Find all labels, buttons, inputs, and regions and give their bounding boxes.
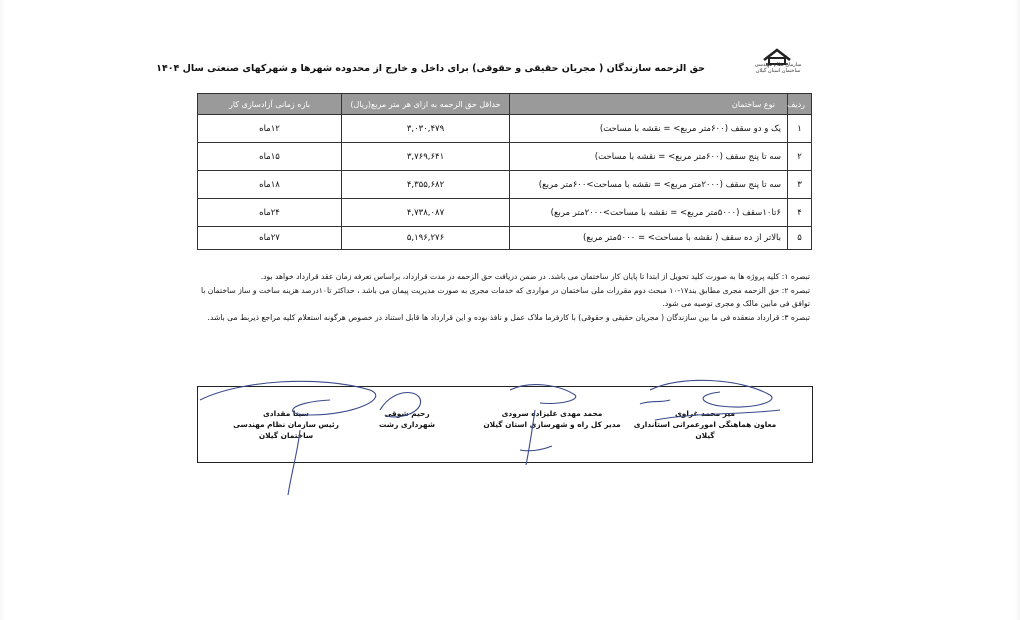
signatory-role: معاون هماهنگی امورعمرانی استانداری گیلان xyxy=(633,420,777,440)
table-row xyxy=(198,171,812,199)
row-number: ۴ xyxy=(788,199,812,227)
document-title: حق الزحمه سازندگان ( مجریان حقیقی و حقوقی) برای داخل و خارج از محدوده شهرها و شهرکهای صنعتی سال ۱۴۰۴ xyxy=(156,63,705,74)
notes-section xyxy=(200,270,810,325)
row-number: ۳ xyxy=(788,171,812,199)
minimum-fee: ۳,۰۳۰,۴۷۹ xyxy=(342,115,510,143)
signature-block xyxy=(478,408,626,430)
table-header-row xyxy=(198,94,812,115)
header-row-number: ردیف xyxy=(788,94,812,115)
header-building-type: نوع ساختمان xyxy=(510,94,788,115)
signatory-role: مدیر کل راه و شهرسازی استان گیلان xyxy=(483,420,621,429)
release-period: ۱۵ماه xyxy=(198,143,342,171)
building-type: سه تا پنج سقف (۲۰۰۰متر مربع> = نقشه با مساحت>۶۰۰متر مربع) xyxy=(510,171,788,199)
header-minimum-fee: حداقل حق الزحمه به ازای هر متر مربع(ریال) xyxy=(342,94,510,115)
release-period: ۲۴ماه xyxy=(198,199,342,227)
table-row xyxy=(198,199,812,227)
row-number: ۵ xyxy=(788,227,812,250)
building-type: یک و دو سقف (۶۰۰متر مربع> = نقشه با مساحت) xyxy=(510,115,788,143)
signatory-name: محمد مهدی علیزاده سرودی xyxy=(501,409,603,418)
header-release-period: بازه زمانی آزادسازی کار xyxy=(198,94,342,115)
note-1: تبصره ۱: کلیه پروژه ها به صورت کلید تحویل از ابتدا تا پایان کار ساختمان می باشد. در ضمن دریافت حق الزحمه در مدت قرارداد، براساس تعرفه زمان عقد قرارداد خواهد بود. xyxy=(260,272,810,281)
fee-table xyxy=(197,93,812,250)
note-2: تبصره ۲: حق الزحمه مجری مطابق بند۱۷-۱۰ مبحث دوم مقررات ملی ساختمان در مواردی که خدمات مجری به صورت مدیریت پیمان می باشد ، حداکثر تا۱۰درصد هزینه ساخت و ساز ساختمان با توافق فی مابین مالک و مجری توصیه می شود. xyxy=(200,286,810,308)
release-period: ۱۲ماه xyxy=(198,115,342,143)
release-period: ۲۷ماه xyxy=(198,227,342,250)
logo-caption: سازمان نظام مهندسی ساختمان استان گیلان xyxy=(754,62,802,74)
signature-block xyxy=(362,408,452,430)
signature-block xyxy=(216,408,356,441)
signatory-name: میر محمد غراوی xyxy=(674,409,735,418)
minimum-fee: ۵,۱۹۶,۲۷۶ xyxy=(342,227,510,250)
building-type: سه تا پنج سقف (۶۰۰متر مربع> = نقشه با مساحت) xyxy=(510,143,788,171)
row-number: ۲ xyxy=(788,143,812,171)
release-period: ۱۸ماه xyxy=(198,171,342,199)
signatory-name: رحیم شوقی xyxy=(384,409,430,418)
signature-block xyxy=(630,408,780,441)
note-3: تبصره ۳: قرارداد منعقده فی ما بین سازندگان ( مجریان حقیقی و حقوقی) با کارفرما ملاک عمل و نافذ بوده و این قرارداد ها قابل استناد در خصوص هرگونه استعلام کلیه مراجع ذیربط می باشد. xyxy=(207,313,810,322)
signatory-name: سینا مقدادی xyxy=(263,409,309,418)
signatory-role: شهرداری رشت xyxy=(378,420,436,429)
building-type: ۶تا۱۰سقف (۵۰۰۰متر مربع> = نقشه با مساحت>۲۰۰۰متر مربع) xyxy=(510,199,788,227)
minimum-fee: ۴,۷۳۸,۰۸۷ xyxy=(342,199,510,227)
table-row xyxy=(198,115,812,143)
building-type: بالاتر از ده سقف ( نقشه با مساحت> = ۵۰۰۰متر مربع) xyxy=(510,227,788,250)
table-row xyxy=(198,143,812,171)
row-number: ۱ xyxy=(788,115,812,143)
minimum-fee: ۴,۳۵۵,۶۸۲ xyxy=(342,171,510,199)
signatory-role: رئیس سازمان نظام مهندسی ساختمان گیلان xyxy=(233,420,339,440)
minimum-fee: ۳,۷۶۹,۶۴۱ xyxy=(342,143,510,171)
table-row xyxy=(198,227,812,250)
